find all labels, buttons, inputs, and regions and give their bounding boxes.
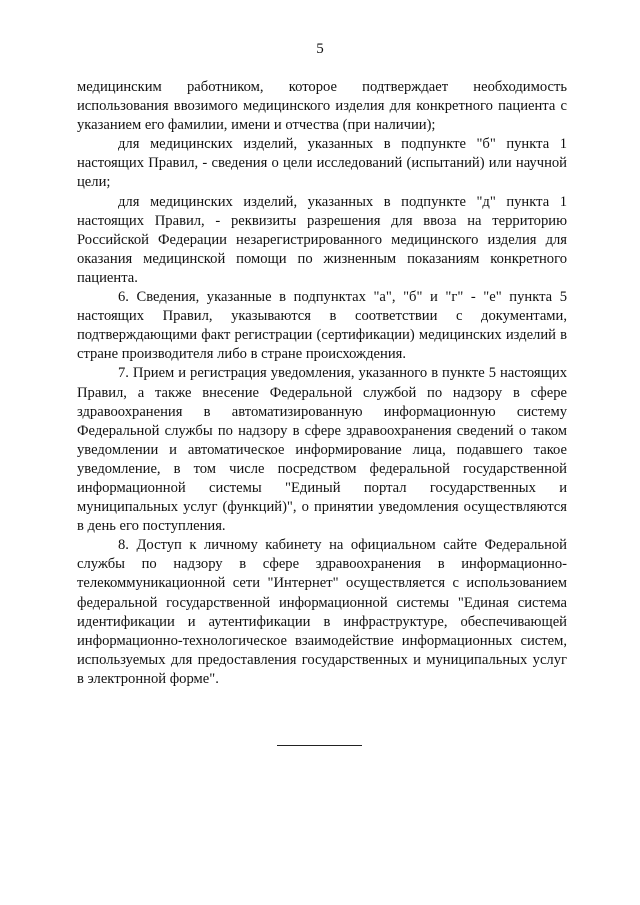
paragraph-continuation: медицинским работником, которое подтверждает необходимость использования ввозимого медицинского изделия для конкретного пациента с указанием его фамилии, имени и отчества (при наличии); [77,79,567,134]
document-body [77,78,567,689]
paragraph-item-8: 8. Доступ к личному кабинету на официальном сайте Федеральной службы по надзору в сфере здравоохранения в информационно-телекоммуникационной сети "Интернет" осуществляется с использованием федеральной государственной информационной системы "Единая система идентификации и аутентификации в инфраструктуре, обеспечивающей информационно-технологическое взаимодействие информационных систем, используемых для предоставления государственных и муниципальных услуг в электронной форме". [77,537,567,687]
paragraph-subpoint-d: для медицинских изделий, указанных в подпункте "д" пункта 1 настоящих Правил, - реквизиты разрешения для ввоза на территорию Российской Федерации незарегистрированного медицинского изделия для оказания медицинской помощи по жизненным показаниям конкретного пациента. [77,193,567,286]
page-number: 5 [316,41,324,57]
paragraph-item-7: 7. Прием и регистрация уведомления, указанного в пункте 5 настоящих Правил, а также внесение Федеральной службой по надзору в сфере здравоохранения в автоматизированную информационную систему Федеральной службы по надзору в сфере здравоохранения сведений о таком уведомлении и автоматическое информирование лица, подавшего такое уведомление, в том числе посредством федеральной государственной информационной системы "Единый портал государственных и муниципальных услуг (функций)", о принятии уведомления осуществляются в день его поступления. [77,365,567,535]
end-separator-line [277,745,362,746]
paragraph-item-6: 6. Сведения, указанные в подпунктах "а", "б" и "г" - "е" пункта 5 настоящих Правил, указываются в соответствии с документами, подтверждающими факт регистрации (сертификации) медицинских изделий в стране производителя либо в стране происхождения. [77,289,567,363]
paragraph-subpoint-b: для медицинских изделий, указанных в подпункте "б" пункта 1 настоящих Правил, - сведения о цели исследований (испытаний) или научной цели; [77,136,567,191]
